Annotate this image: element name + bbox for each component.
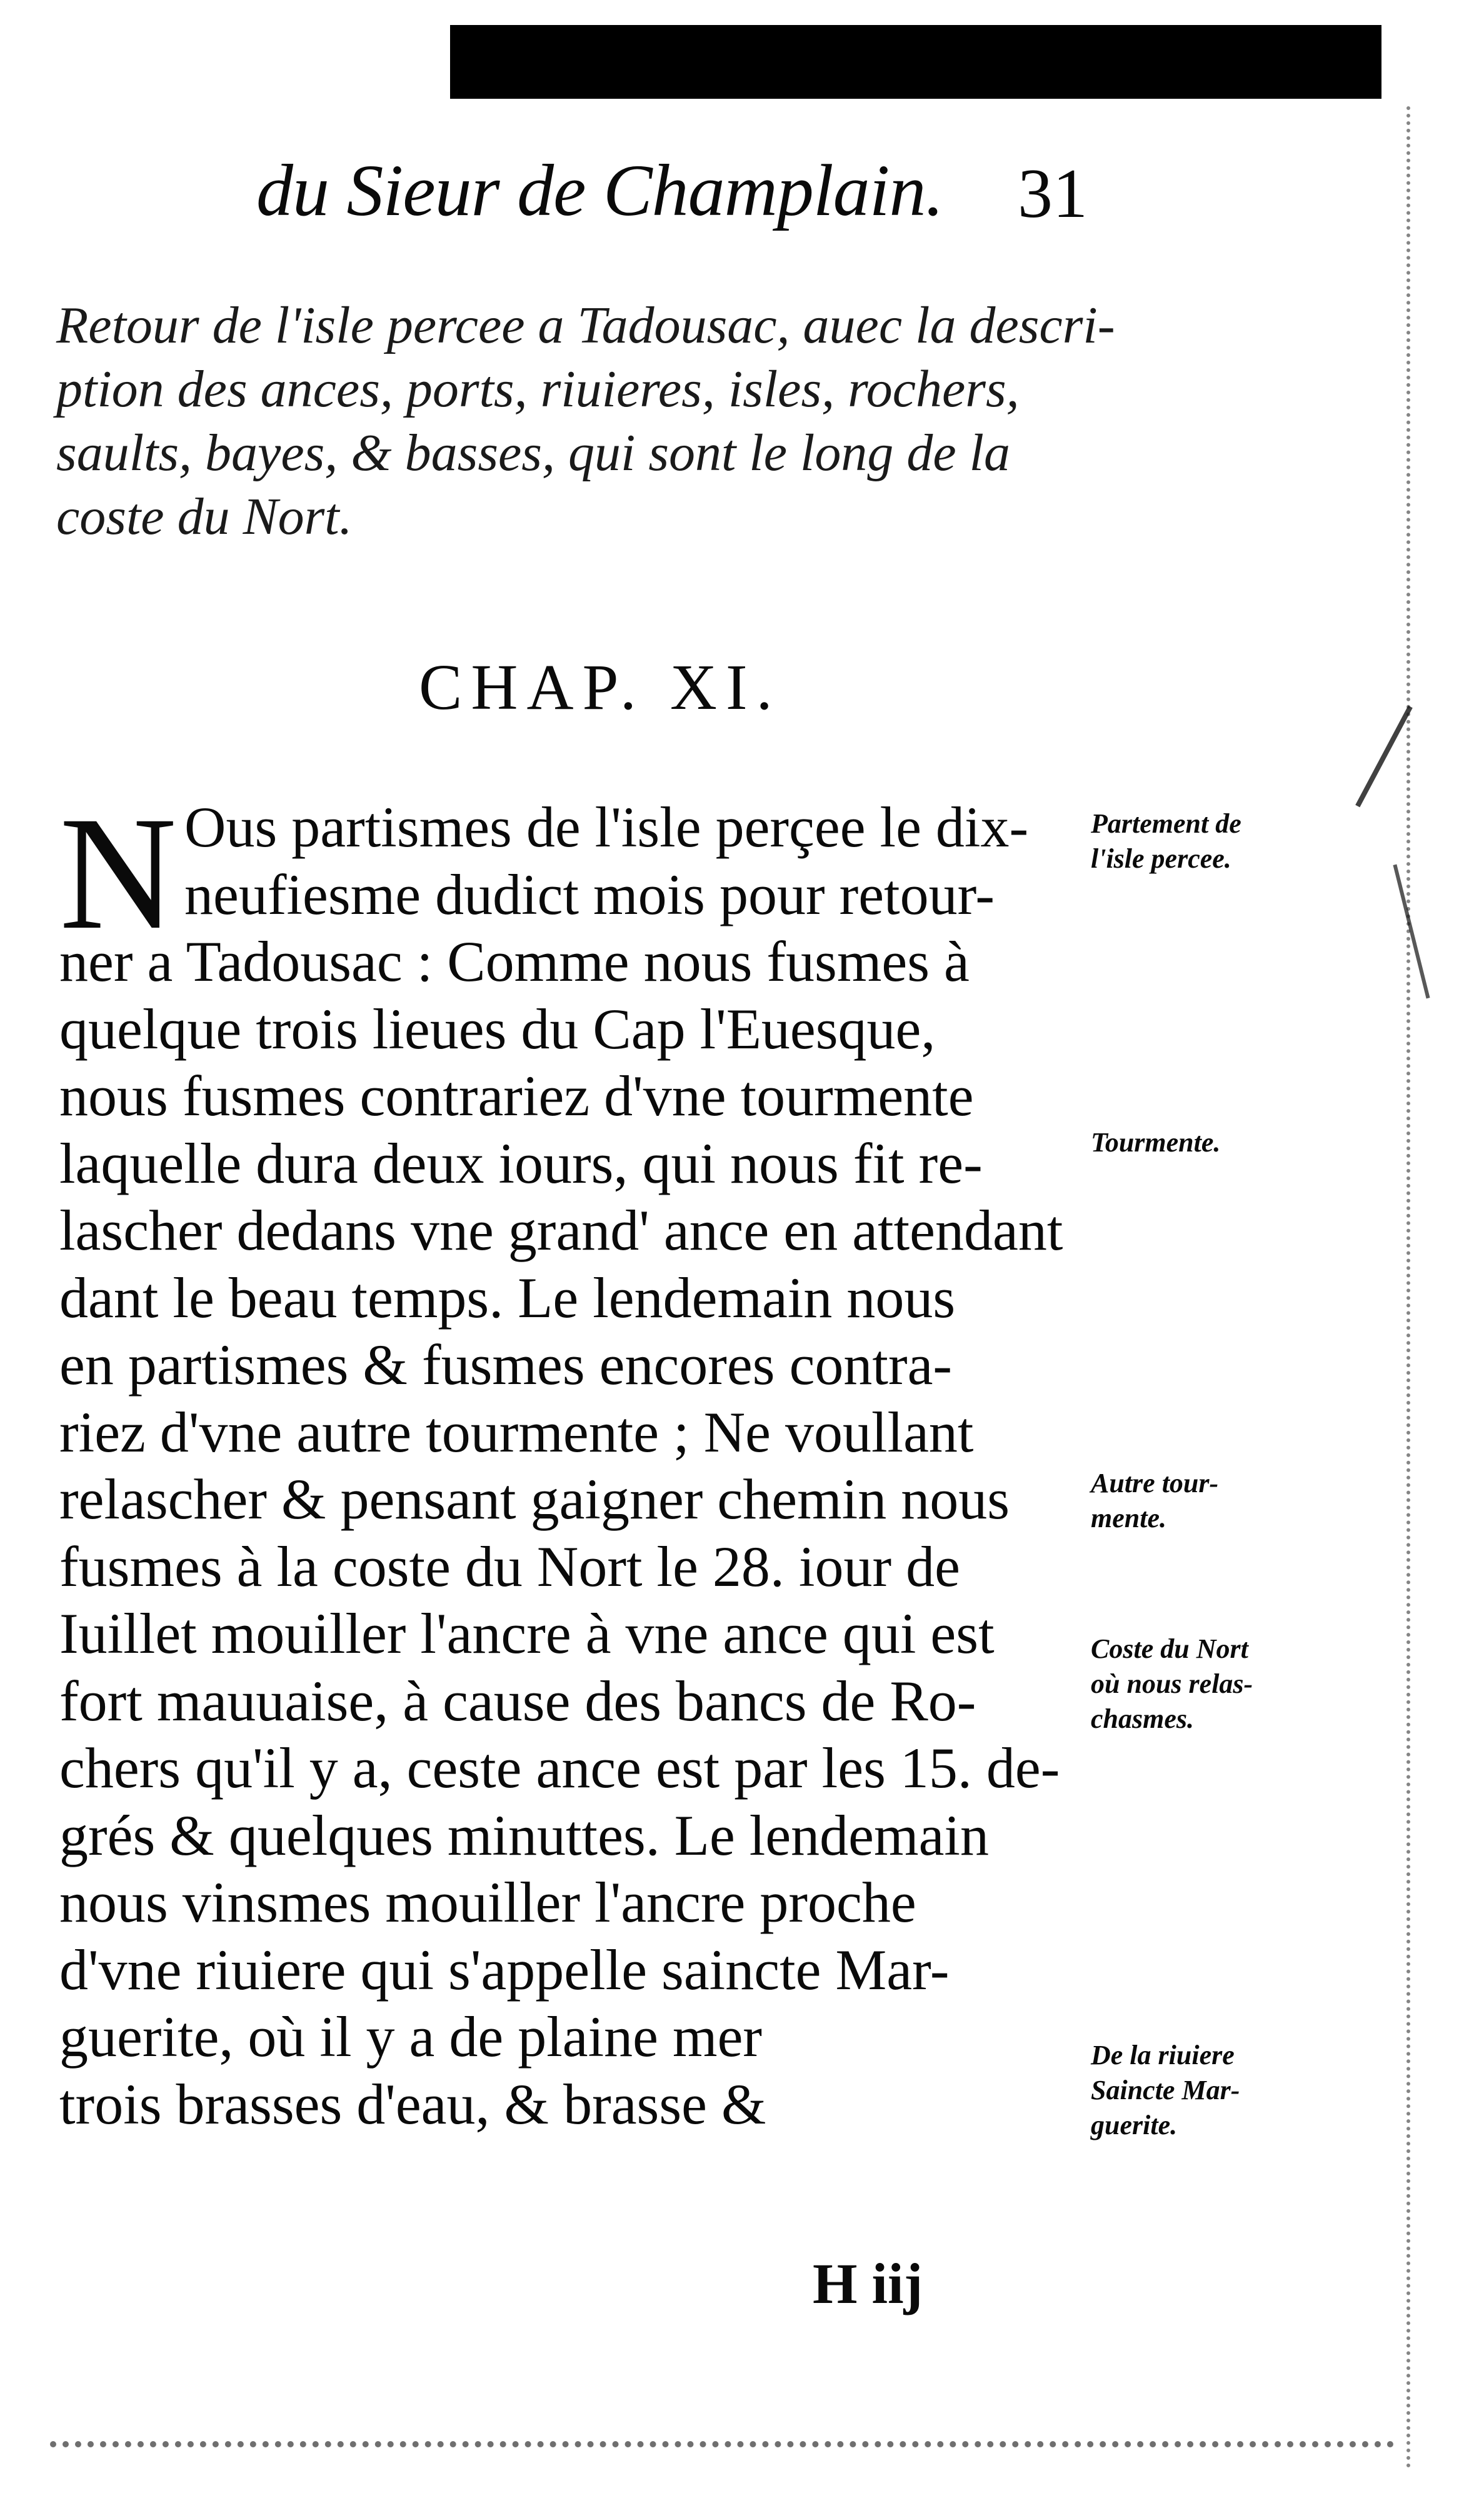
body-line: Ous partismes de l'isle perçee le dix- xyxy=(184,795,1029,859)
body-line: lascher dedans vne grand' ance en attendant xyxy=(59,1198,1063,1262)
page-edge-shadow xyxy=(1406,106,1416,2469)
margin-note xyxy=(1091,2038,1341,2143)
margin-note-line: où nous relas- xyxy=(1091,1668,1253,1699)
body-text xyxy=(59,783,1085,2138)
margin-note xyxy=(1091,1632,1341,1737)
body-line: trois brasses d'eau, & brasse & xyxy=(59,2072,766,2136)
body-line: nous vinsmes mouiller l'ancre proche xyxy=(59,1870,916,1934)
body-line: fort mauuaise, à cause des bancs de Ro- xyxy=(59,1668,976,1733)
body-line: guerite, où il y a de plaine mer xyxy=(59,2005,763,2069)
body-line: nous fusmes contrariez d'vne tourmente xyxy=(59,1064,974,1128)
margin-note-line: De la riuiere xyxy=(1091,2040,1235,2070)
summary-line: Retour de l'isle percee a Tadousac, auec la descri- xyxy=(56,296,1115,354)
body-line: relascher & pensant gaigner chemin nous xyxy=(59,1467,1010,1531)
body-line: quelque trois lieues du Cap l'Euesque, xyxy=(59,996,936,1061)
margin-note-line: mente. xyxy=(1091,1503,1166,1533)
scan-artifact-mark xyxy=(1355,706,1413,808)
body-line: grés & quelques minuttes. Le lendemain xyxy=(59,1803,989,1867)
summary-line: coste du Nort. xyxy=(56,488,353,546)
drop-cap: N xyxy=(59,783,177,963)
body-line: chers qu'il y a, ceste ance est par les 15. de- xyxy=(59,1736,1060,1800)
body-line: d'vne riuiere qui s'appelle saincte Mar- xyxy=(59,1937,950,2002)
body-line: Iuillet mouiller l'ancre à vne ance qui est xyxy=(59,1602,995,1665)
body-line: dant le beau temps. Le lendemain nous xyxy=(59,1265,956,1330)
scan-bottom-noise xyxy=(50,2441,1394,2472)
margin-note-line: Coste du Nort xyxy=(1091,1633,1248,1664)
margin-note xyxy=(1091,806,1341,876)
margin-note xyxy=(1091,1466,1341,1536)
summary-line: ption des ances, ports, riuieres, isles, rochers, xyxy=(56,360,1020,418)
page-number: 31 xyxy=(1018,155,1088,233)
margin-note-line: Tourmente. xyxy=(1091,1127,1221,1158)
chapter-heading: CHAP. XI. xyxy=(419,651,781,723)
body-line: ner a Tadousac : Comme nous fusmes à xyxy=(59,930,970,993)
running-head xyxy=(256,150,1088,231)
margin-note-line: Partement de xyxy=(1091,808,1241,839)
margin-note-line: guerite. xyxy=(1091,2110,1178,2140)
body-line: fusmes à la coste du Nort le 28. iour de xyxy=(59,1534,960,1598)
chapter-summary xyxy=(56,294,1115,549)
scan-black-bar xyxy=(450,25,1381,99)
margin-note-line: Autre tour- xyxy=(1091,1468,1219,1498)
margin-note-line: Saincte Mar- xyxy=(1091,2075,1240,2105)
signature-mark: H iij xyxy=(813,2252,923,2315)
summary-line: saults, bayes, & basses, qui sont le long de la xyxy=(56,424,1010,482)
body-line: neufiesme dudict mois pour retour- xyxy=(184,862,995,926)
body-line: laquelle dura deux iours, qui nous fit re- xyxy=(59,1131,983,1195)
running-title: du Sieur de Champlain. xyxy=(256,149,943,231)
margin-note xyxy=(1091,1125,1341,1160)
margin-note-line: l'isle percee. xyxy=(1091,843,1231,874)
body-line: en partismes & fusmes encores contra- xyxy=(59,1333,953,1397)
body-line: riez d'vne autre tourmente ; Ne voullant xyxy=(59,1400,974,1464)
margin-note-line: chasmes. xyxy=(1091,1703,1194,1734)
